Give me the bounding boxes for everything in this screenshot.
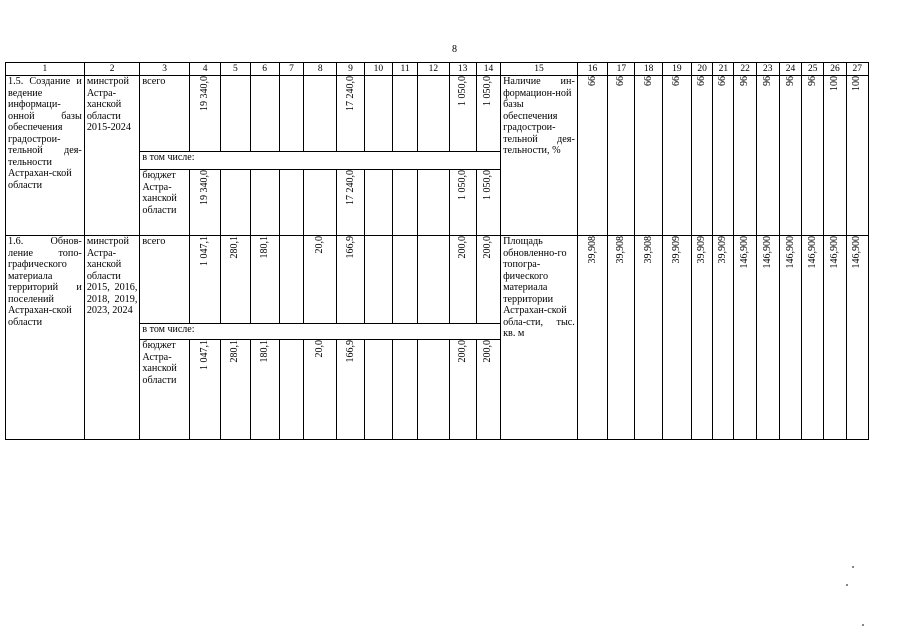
total-value: 1 050,0 [449,76,476,152]
target-value: 39,908 [635,236,662,440]
budget-label: бюджет Астра-ханской области [140,340,190,440]
header-cell: 25 [802,63,824,76]
header-cell: 11 [392,63,417,76]
table-row [6,236,869,324]
scan-speck [852,566,854,568]
target-value: 100 [824,76,846,236]
budget-value: 1 047,1 [189,340,220,440]
total-value: 19 340,0 [189,76,220,152]
target-value: 66 [608,76,635,236]
total-value: 280,1 [221,236,250,324]
budget-value: 1 050,0 [476,170,500,236]
budget-value: 19 340,0 [189,170,220,236]
total-value [279,76,303,152]
budget-value: 200,0 [449,340,476,440]
budget-value [250,170,279,236]
budget-value: 17 240,0 [337,170,364,236]
target-value: 146,900 [802,236,824,440]
header-cell: 9 [337,63,364,76]
header-cell: 14 [476,63,500,76]
including-label: в том числе: [140,152,501,170]
total-label: всего [140,76,190,152]
budget-value [392,170,417,236]
target-value: 39,909 [713,236,734,440]
total-label: всего [140,236,190,324]
header-cell: 5 [221,63,250,76]
header-cell: 17 [608,63,635,76]
target-value: 146,900 [756,236,779,440]
total-value [279,236,303,324]
target-value: 66 [635,76,662,236]
page-number: 8 [452,44,457,55]
total-value: 180,1 [250,236,279,324]
including-label: в том числе: [140,324,501,340]
measure-cell: 1.6. Обнов-ление топо-графического материала территорий и поселений Астрахан-ской области [6,236,85,440]
header-cell: 1 [6,63,85,76]
header-cell: 3 [140,63,190,76]
measure-cell: 1.5. Создание и ведение информаци-онной базы обеспечения градострои-тельной дея-тельности Астрахан-ской области [6,76,85,236]
header-row [6,63,869,76]
header-cell: 23 [756,63,779,76]
target-value: 66 [662,76,691,236]
total-value: 166,9 [337,236,364,324]
target-value: 146,900 [846,236,868,440]
target-value: 66 [692,76,713,236]
target-value: 146,900 [779,236,801,440]
budget-label: бюджет Астра-ханской области [140,170,190,236]
header-cell: 6 [250,63,279,76]
budget-value [221,170,250,236]
header-cell: 26 [824,63,846,76]
target-value: 39,908 [577,236,607,440]
target-value: 66 [713,76,734,236]
target-value: 39,909 [662,236,691,440]
header-cell: 13 [449,63,476,76]
total-value [392,76,417,152]
total-value [418,76,449,152]
target-value: 146,900 [824,236,846,440]
scan-speck [846,584,848,586]
budget-value: 280,1 [221,340,250,440]
header-cell: 8 [304,63,337,76]
header-cell: 15 [501,63,578,76]
total-value [364,236,392,324]
total-value: 1 047,1 [189,236,220,324]
header-cell: 7 [279,63,303,76]
target-value: 66 [577,76,607,236]
target-value: 96 [779,76,801,236]
header-cell: 19 [662,63,691,76]
total-value [392,236,417,324]
indicator-cell: Наличие ин-формацион-ной базы обеспечения градострои-тельной дея-тельности, % [501,76,578,236]
budget-value [304,170,337,236]
header-cell: 4 [189,63,220,76]
total-value [364,76,392,152]
indicator-cell: Площадь обновленно-го топогра-фического материала территории Астрахан-ской обла-сти, тыс. кв. м [501,236,578,440]
header-cell: 12 [418,63,449,76]
target-value: 96 [756,76,779,236]
total-value: 17 240,0 [337,76,364,152]
total-value [250,76,279,152]
target-value: 96 [802,76,824,236]
total-value: 20,0 [304,236,337,324]
total-value [304,76,337,152]
total-value: 200,0 [449,236,476,324]
header-cell: 2 [84,63,140,76]
target-value: 39,909 [692,236,713,440]
header-cell: 22 [734,63,756,76]
budget-value: 20,0 [304,340,337,440]
budget-value: 180,1 [250,340,279,440]
table-row [6,76,869,152]
total-value [418,236,449,324]
target-value: 100 [846,76,868,236]
header-cell: 21 [713,63,734,76]
budget-value: 166,9 [337,340,364,440]
target-value: 96 [734,76,756,236]
program-table [5,62,869,440]
executor-cell: минстрой Астра-ханской области 2015-2024 [84,76,140,236]
budget-value [279,340,303,440]
total-value [221,76,250,152]
budget-value [279,170,303,236]
budget-value [364,170,392,236]
header-cell: 10 [364,63,392,76]
budget-value [392,340,417,440]
budget-value [364,340,392,440]
budget-value: 200,0 [476,340,500,440]
scan-speck [862,624,864,626]
target-value: 39,908 [608,236,635,440]
budget-value: 1 050,0 [449,170,476,236]
header-cell: 16 [577,63,607,76]
header-cell: 20 [692,63,713,76]
header-cell: 27 [846,63,868,76]
total-value: 200,0 [476,236,500,324]
total-value: 1 050,0 [476,76,500,152]
header-cell: 18 [635,63,662,76]
target-value: 146,900 [734,236,756,440]
budget-value [418,170,449,236]
header-cell: 24 [779,63,801,76]
executor-cell: минстрой Астра-ханской области 2015, 2016, 2018, 2019, 2023, 2024 [84,236,140,440]
budget-value [418,340,449,440]
